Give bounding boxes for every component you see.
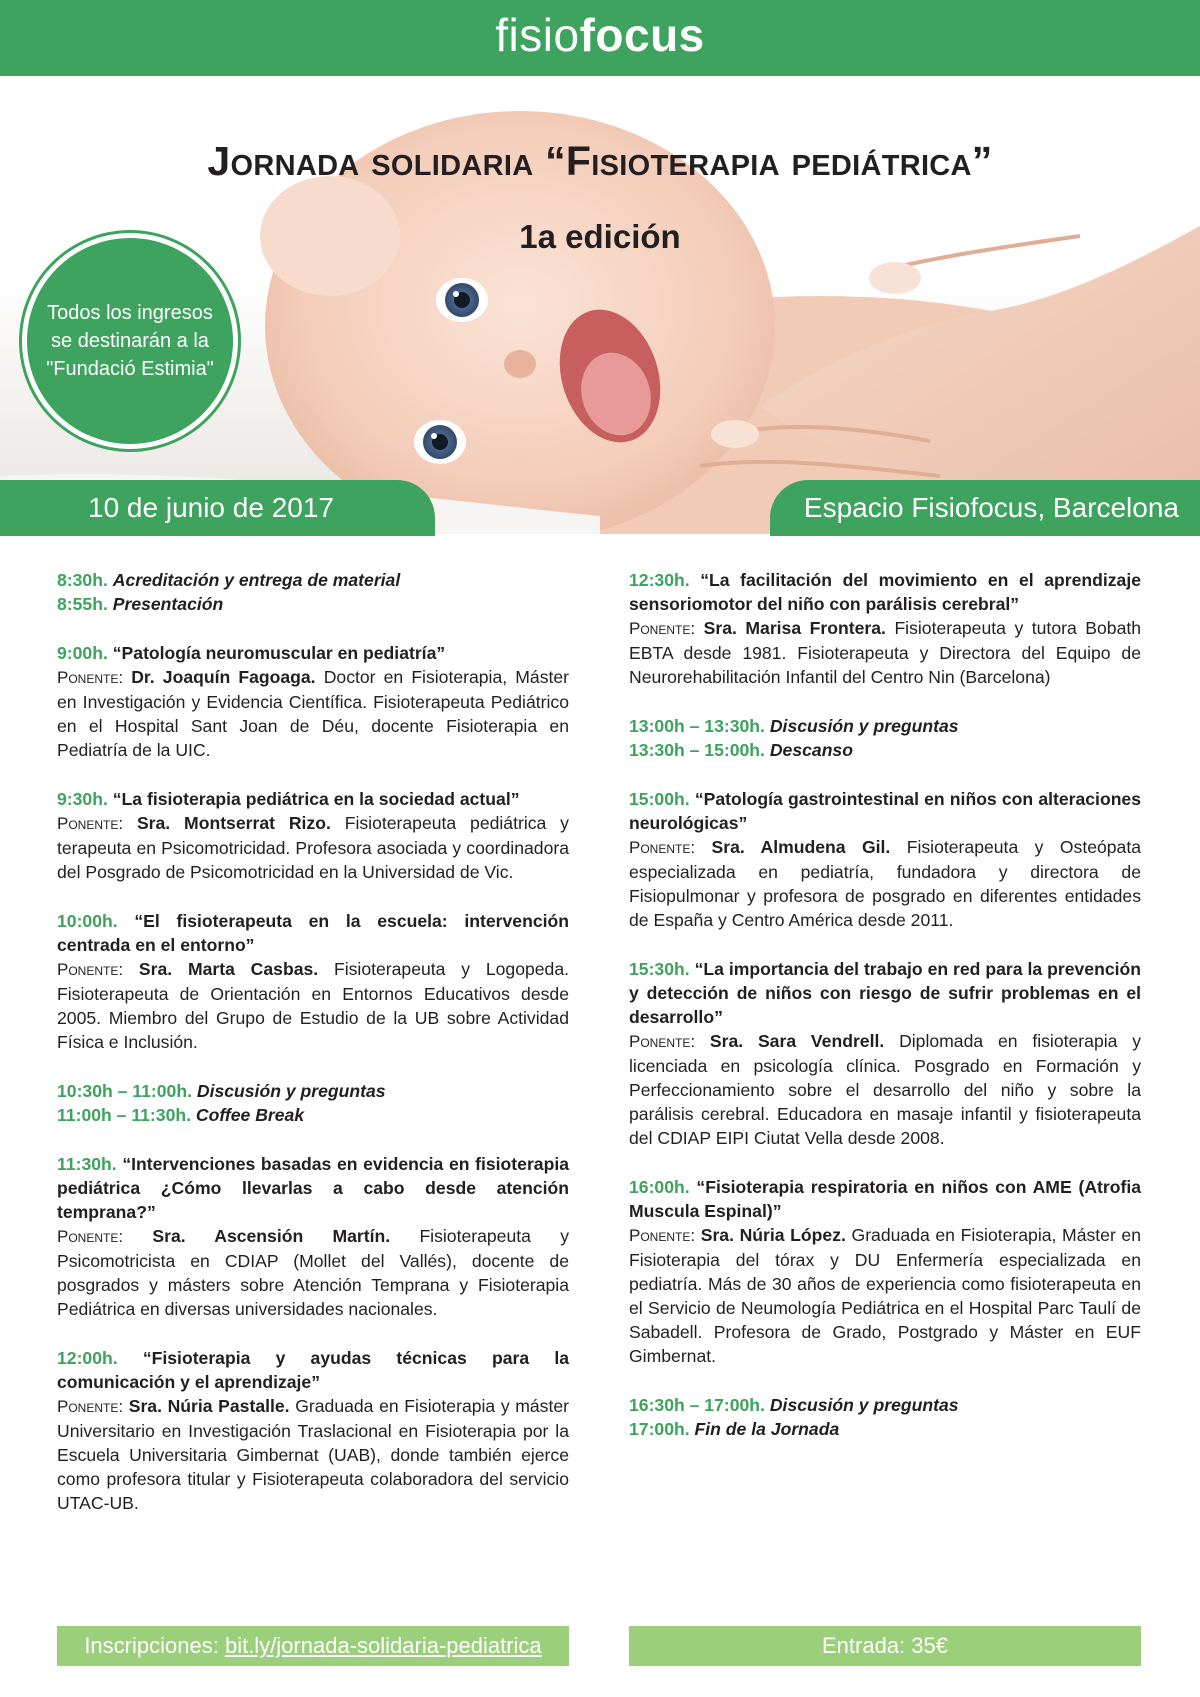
event-date: 10 de junio de 2017 [88,492,334,523]
speaker-label: Ponente: [57,1397,124,1416]
speaker-name: Sra. Núria López. [700,1225,846,1245]
talk-heading [57,909,569,957]
talk-heading [629,568,1141,616]
speaker-name: Dr. Joaquín Fagoaga. [131,667,316,687]
talk-heading [629,787,1141,835]
registration-link[interactable]: bit.ly/jornada-solidaria-pediatrica [224,1633,542,1658]
program-entry [57,1079,569,1103]
entry-time: 15:30h. [629,959,690,979]
entry-time: 9:00h. [57,643,108,663]
entry-time: 8:30h. [57,570,108,590]
donation-badge-text: Todos los ingresos se destinarán a la "Fundació Estimia" [46,302,214,380]
entry-time: 10:00h. [57,911,118,931]
entry-event: Discusión y preguntas [769,716,959,736]
speaker-name: Sra. Marisa Frontera. [703,618,886,638]
entry-event: Presentación [112,594,224,614]
entry-time: 16:00h. [629,1177,690,1197]
speaker-name: Sra. Sara Vendrell. [709,1031,885,1051]
talk-heading [629,1175,1141,1223]
talk-speaker-info [629,1223,1141,1368]
talk-title: “El fisioterapeuta en la escuela: intervención centrada en el entorno” [57,911,569,955]
talk-heading [57,1346,569,1394]
speaker-name: Sra. Marta Casbas. [138,959,319,979]
talk-title: “Fisioterapia y ayudas técnicas para la comunicación y el aprendizaje” [57,1348,570,1392]
talk-heading [629,957,1141,1029]
program-entry [629,714,1141,738]
entry-time: 15:00h. [629,789,690,809]
speaker-label: Ponente: [629,838,696,857]
talk-title: “Fisioterapia respiratoria en niños con AME (Atrofia Muscula Espinal)” [629,1177,1142,1221]
talk-title: “Intervenciones basadas en evidencia en fisioterapia pediátrica ¿Cómo llevarlas a cabo desde atención temprana?” [57,1154,569,1222]
talk-speaker-info [57,811,569,884]
speaker-bio: Fisioterapeuta y Psicomotricista en CDIAP (Mollet del Vallés), docente de posgrados y másters sobre Atención Temprana y Fisioterapia Pediátrica en diversas universidades nacionales. [57,1226,569,1319]
entry-event: Acreditación y entrega de material [112,570,401,590]
speaker-label: Ponente: [57,814,124,833]
talk-speaker-info [629,835,1141,932]
entry-event: Coffee Break [195,1105,305,1125]
speaker-label: Ponente: [629,1032,696,1051]
location-bar [770,480,1200,536]
edition-label: 1a edición [519,218,681,255]
talk-title: “Patología neuromuscular en pediatría” [112,643,446,663]
speaker-name: Sra. Montserrat Rizo. [136,813,331,833]
entry-time: 11:30h. [57,1154,117,1174]
talk-heading [57,641,569,665]
program-entry [57,1346,569,1515]
talk-speaker-info [57,957,569,1054]
program-entry [629,1393,1141,1417]
entry-time: 13:00h – 13:30h. [629,716,765,736]
speaker-name: Sra. Almudena Gil. [711,837,891,857]
program-entry [629,568,1141,689]
talk-heading [57,1152,569,1224]
talk-heading [57,787,569,811]
speaker-label: Ponente: [57,960,124,979]
program-left-column [57,568,569,1540]
program-entry [57,1152,569,1321]
entry-price: Entrada: 35€ [822,1633,948,1658]
event-location: Espacio Fisiofocus, Barcelona [803,492,1179,523]
program-entry [57,1103,569,1127]
entry-time: 8:55h. [57,594,108,614]
program-entry [57,641,569,762]
program-entry [629,1175,1141,1368]
entry-time: 12:30h. [629,570,690,590]
date-bar [0,480,435,536]
entry-time: 13:30h – 15:00h. [629,740,765,760]
speaker-bio: Diplomada en fisioterapia y licenciada en psicología clínica. Posgrado en Formación y Perfeccionamiento sobre el desarrollo del niño y sobre la parálisis cerebral. Educadora en masaje infantil y fisioterapeuta del CDIAP EIPI Ciutat Vella desde 2008. [629,1031,1142,1148]
talk-speaker-info [57,665,569,762]
talk-speaker-info [57,1394,569,1515]
program-entry [629,787,1141,932]
speaker-name: Sra. Núria Pastalle. [128,1396,290,1416]
program-entry [629,957,1141,1150]
program-entry [57,909,569,1054]
entry-time: 10:30h – 11:00h. [57,1081,192,1101]
entry-time: 9:30h. [57,789,108,809]
talk-title: “La facilitación del movimiento en el aprendizaje sensoriomotor del niño con parálisis cerebral” [629,570,1142,614]
talk-title: “Patología gastrointestinal en niños con alteraciones neurológicas” [629,789,1142,833]
talk-title: “La importancia del trabajo en red para la prevención y detección de niños con riesgo de sufrir problemas en el desarrollo” [629,959,1142,1027]
price-bar [629,1626,1141,1666]
speaker-bio: Fisioterapeuta y tutora Bobath EBTA desde 1981. Fisioterapeuta y Directora del Equipo de Neurorehabilitación Infantil del Centro Nin (Barcelona) [629,618,1142,687]
entry-event: Descanso [769,740,853,760]
entry-time: 16:30h – 17:00h. [629,1395,765,1415]
page-title: Jornada solidaria “Fisioterapia pediátrica” [207,138,993,184]
speaker-bio: Fisioterapeuta pediátrica y terapeuta en Psicomotricidad. Profesora asociada y coordinadora del Posgrado de Psicomotricidad en la Universidad de Vic. [57,813,569,882]
speaker-bio: Doctor en Fisioterapia, Máster en Investigación y Evidencia Científica. Fisioterapeuta Pediátrico en el Hospital Sant Joan de Déu, docente Fisioterapia en Pediatría de la UIC. [57,667,570,760]
entry-time: 12:00h. [57,1348,118,1368]
speaker-label: Ponente: [57,1227,124,1246]
program-entry [57,592,569,616]
entry-event: Fin de la Jornada [694,1419,840,1439]
speaker-label: Ponente: [629,619,696,638]
program-entry [57,787,569,884]
program-right-column [629,568,1141,1466]
fisiofocus-logo: fisiofocus [495,9,705,61]
talk-title: “La fisioterapia pediátrica en la sociedad actual” [112,789,520,809]
registration-label: Inscripciones: [84,1633,219,1658]
entry-event: Discusión y preguntas [196,1081,386,1101]
entry-event: Discusión y preguntas [769,1395,959,1415]
speaker-bio: Graduada en Fisioterapia, Máster en Fisioterapia del tórax y DU Enfermería especializada en pediatría. Más de 30 años de experiencia como fisioterapeuta en el Servicio de Neumología Pediátrica en el Hospital Parc Taulí de Sabadell. Profesora de Grado, Postgrado y Máster en EUF Gimbernat. [629,1225,1141,1366]
registration-bar [57,1626,569,1666]
speaker-bio: Fisioterapeuta y Osteópata especializada en pediatría, fundadora y directora de Fisiopulmonar y profesora de posgrado en diferentes entidades de España y Centro América desde 2011. [629,837,1142,930]
donation-badge [22,233,238,449]
program-entry [629,1417,1141,1441]
speaker-bio: Graduada en Fisioterapia y máster Universitario en Investigación Traslacional en Fisioterapia por la Escuela Universitaria Gimbernat (UAB), donde también ejerce como profesora titular y Fisioterapeuta colaboradora del servicio UTAC-UB. [57,1396,570,1513]
program-entry [57,568,569,592]
speaker-label: Ponente: [629,1226,696,1245]
talk-speaker-info [629,616,1141,689]
program-entry [629,738,1141,762]
talk-speaker-info [57,1224,569,1321]
speaker-label: Ponente: [57,668,124,687]
talk-speaker-info [629,1029,1141,1150]
speaker-bio: Fisioterapeuta y Logopeda. Fisioterapeuta de Orientación en Entornos Educativos desde 2005. Miembro del Grupo de Estudio de la UB sobre Actividad Física e Inclusión. [57,959,570,1052]
entry-time: 11:00h – 11:30h. [57,1105,191,1125]
entry-time: 17:00h. [629,1419,690,1439]
speaker-name: Sra. Ascensión Martín. [152,1226,391,1246]
